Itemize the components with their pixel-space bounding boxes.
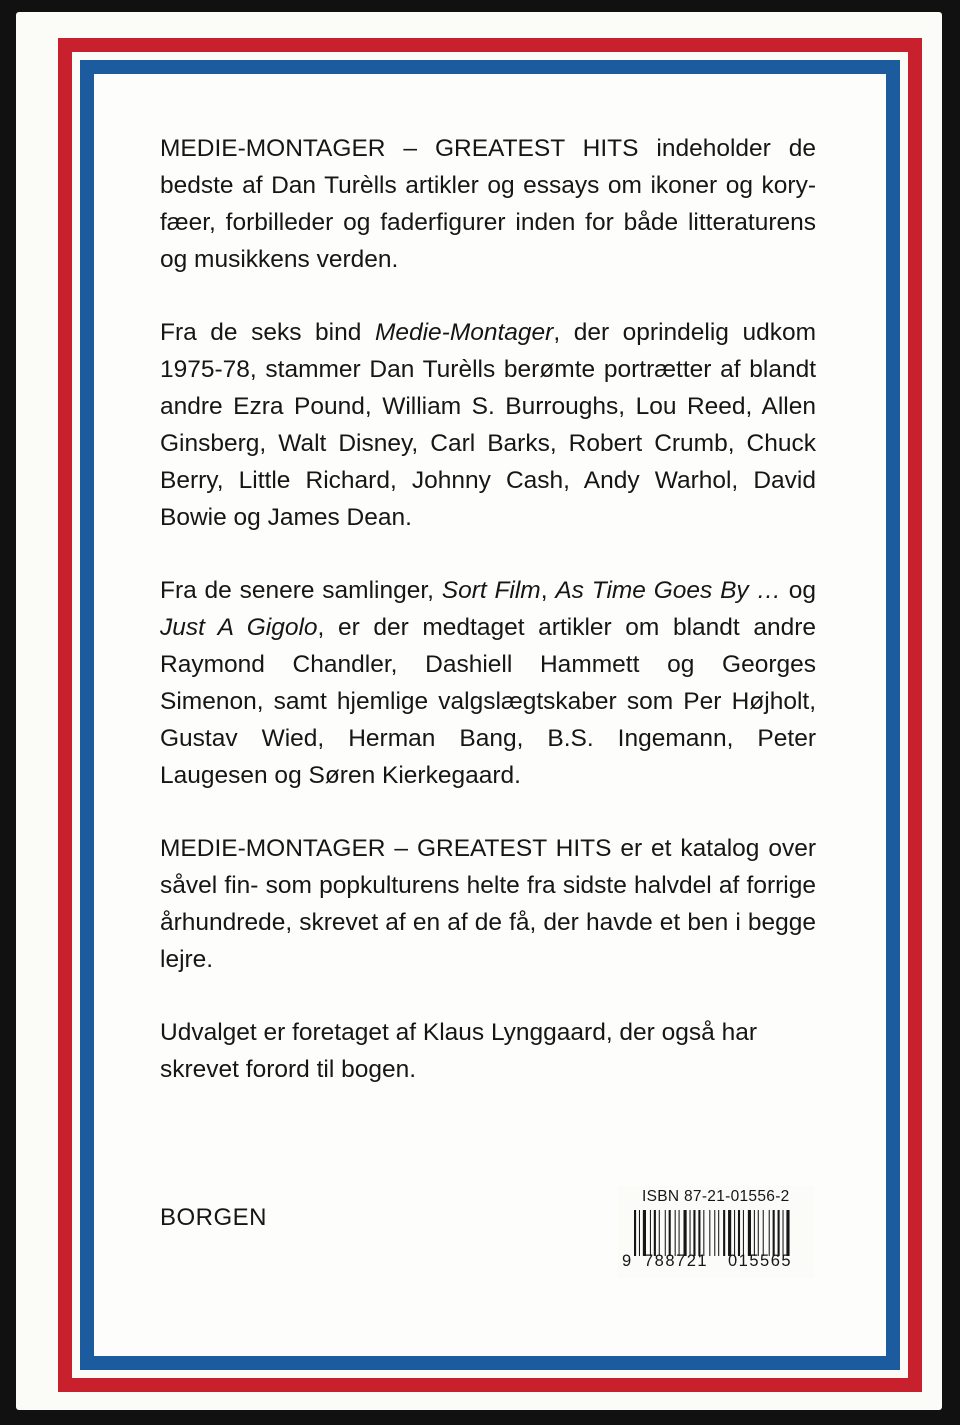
publisher-name: BORGEN — [160, 1204, 268, 1231]
barcode-digits-right: 015565 — [728, 1252, 793, 1270]
text-run: og — [780, 577, 816, 604]
italic-title: Sort Film — [441, 577, 541, 604]
barcode-digits-left: 788721 — [644, 1252, 709, 1270]
text-run: , — [540, 577, 556, 604]
text-run: , er der medtaget artikler om blandt andre Raymond Chandler, Dashiell Hammett og Georges Simenon, samt hjemlige valgslægtskaber som Per Højholt, Gustav Wied, Herman Bang, B.S. Ingemann, Peter Laugesen og Søren Kierkegaard. — [160, 614, 817, 789]
barcode-bar — [675, 1210, 676, 1256]
barcode-bar — [698, 1210, 700, 1256]
text-run: Udvalget er foretaget af Klaus Lynggaard, der også har skrevet forord til bogen. — [160, 1019, 757, 1083]
blurb-paragraph — [160, 830, 816, 978]
barcode-bar — [738, 1210, 740, 1256]
barcode-bar — [693, 1210, 695, 1256]
text-run: , der oprindelig udkom 1975-78, stammer Dan Turèlls berømte portrætter af blandt andre Ezra Pound, William S. Burroughs, Lou Reed, Allen Ginsberg, Walt Disney, Carl Barks, Robert Crumb, Chuck Berry, Little Richard, Johnny Cash, Andy Warhol, David Bowie og James Dean. — [160, 319, 816, 531]
blurb-paragraph — [160, 314, 816, 536]
barcode-bar — [639, 1210, 640, 1256]
barcode-bar — [778, 1210, 780, 1256]
barcode-bar — [773, 1210, 775, 1256]
blurb-paragraph — [160, 1014, 816, 1088]
barcode-bar — [763, 1210, 764, 1256]
text-run: MEDIE-MONTAGER – GREATEST HITS er et katalog over såvel fin- som popkulturens helte fra sidste halvdel af forrige århundrede, skrevet af en af de få, der havde et ben i begge lejre. — [160, 835, 816, 973]
barcode-bar — [634, 1210, 636, 1256]
barcode-bar — [679, 1210, 680, 1256]
barcode-bar — [654, 1210, 656, 1256]
blurb-paragraph — [160, 572, 816, 794]
barcode-bar — [690, 1210, 691, 1256]
isbn-label: ISBN 87-21-01556-2 — [642, 1188, 790, 1205]
barcode-bar — [669, 1210, 671, 1256]
text-run: Fra de seks bind — [160, 319, 375, 346]
barcode-bar — [665, 1210, 666, 1256]
barcode-bar — [659, 1210, 660, 1256]
barcode-bar — [714, 1210, 715, 1256]
blurb-text — [160, 130, 816, 1124]
isbn-barcode-block — [618, 1186, 814, 1278]
barcode-bar — [754, 1210, 755, 1256]
text-run: MEDIE-MONTAGER – GREATEST HITS indeholder de bedste af Dan Turèlls artikler og essays om ikoner og koryfæer, forbilleder og faderfigurer inden for både litteraturens og musikkens verden. — [160, 135, 816, 273]
barcode-bar — [643, 1210, 646, 1256]
barcode-bar — [723, 1210, 725, 1256]
blurb-paragraph — [160, 130, 816, 278]
barcode-bar — [650, 1210, 651, 1256]
text-run: Fra de senere samlinger, — [160, 577, 442, 604]
barcode-bar — [728, 1210, 731, 1256]
barcode-bar — [718, 1210, 719, 1256]
barcode-bar — [786, 1210, 789, 1256]
italic-title: Medie-Montager — [374, 319, 554, 346]
barcode-bar — [769, 1210, 770, 1256]
barcode-bar — [758, 1210, 759, 1256]
barcode — [634, 1210, 810, 1256]
barcode-bar — [743, 1210, 744, 1256]
barcode-digit-first: 9 — [622, 1252, 632, 1270]
barcode-bar — [783, 1210, 784, 1256]
barcode-bar — [703, 1210, 704, 1256]
barcode-bar — [709, 1210, 710, 1256]
italic-title: Just A Gigolo — [160, 614, 318, 641]
barcode-bar — [684, 1210, 687, 1256]
italic-title: As Time Goes By … — [555, 577, 781, 604]
barcode-bar — [734, 1210, 735, 1256]
barcode-bar — [748, 1210, 751, 1256]
